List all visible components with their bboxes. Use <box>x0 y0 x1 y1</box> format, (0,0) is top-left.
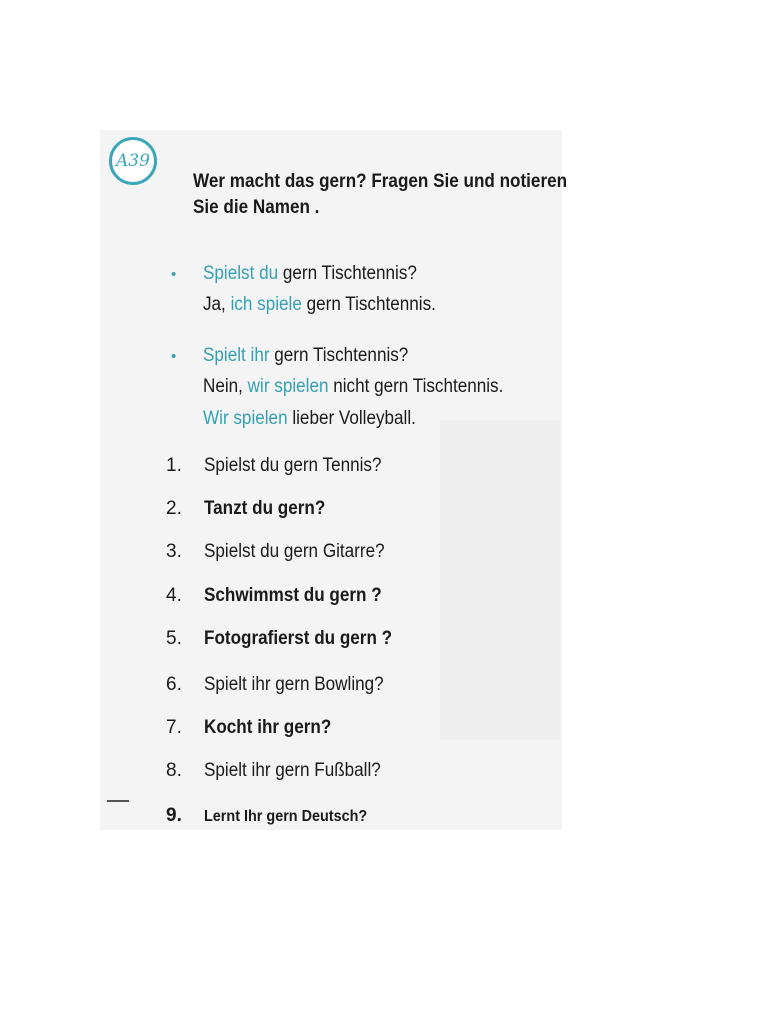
example-1-line-2 <box>203 290 436 319</box>
question-item <box>166 541 405 563</box>
example-text: gern Tischtennis? <box>278 263 417 284</box>
question-number: 5. <box>166 628 182 649</box>
example-2-line-1 <box>203 341 408 370</box>
question-item <box>166 674 404 696</box>
example-text-highlight: Wir spielen <box>203 408 288 429</box>
question-number: 2. <box>166 498 182 519</box>
question-item <box>166 717 345 739</box>
question-number: 9. <box>166 805 182 826</box>
question-item <box>166 805 385 827</box>
example-text: nicht gern Tischtennis. <box>328 376 504 397</box>
example-text: Ja, <box>203 294 231 315</box>
exercise-badge <box>109 137 157 185</box>
example-bullet: • <box>171 266 177 283</box>
question-number: 7. <box>166 717 182 738</box>
question-item <box>166 455 401 477</box>
question-item <box>166 585 401 607</box>
example-text-highlight: Spielt ihr <box>203 345 270 366</box>
question-number: 1. <box>166 455 182 476</box>
margin-dash <box>107 800 129 802</box>
question-text: Spielt ihr gern Bowling? <box>204 674 384 695</box>
question-number: 8. <box>166 760 182 781</box>
question-text: Lernt Ihr gern Deutsch? <box>204 808 368 825</box>
example-2-line-2 <box>203 372 503 401</box>
exercise-badge-label: A39 <box>116 151 150 171</box>
example-text: gern Tischtennis. <box>301 294 436 315</box>
question-text: Fotografierst du gern ? <box>204 628 393 649</box>
example-2-line-3 <box>203 404 416 433</box>
example-text-highlight: ich spiele <box>230 294 302 315</box>
scan-shadow <box>440 420 560 740</box>
question-text: Spielst du gern Tennis? <box>204 455 382 476</box>
question-item <box>166 760 400 782</box>
example-text: lieber Volleyball. <box>287 408 416 429</box>
example-text-highlight: wir spielen <box>247 376 329 397</box>
question-text: Schwimmst du gern ? <box>204 585 382 606</box>
question-number: 6. <box>166 674 182 695</box>
exercise-title: Wer macht das gern? Fragen Sie und notieren Sie die Namen . <box>193 171 568 218</box>
question-text: Tanzt du gern? <box>204 498 326 519</box>
example-text: gern Tischtennis? <box>269 345 409 366</box>
example-1-line-1 <box>203 259 417 288</box>
question-item <box>166 628 413 650</box>
question-item <box>166 498 339 520</box>
question-number: 4. <box>166 585 182 606</box>
example-bullet: • <box>171 348 177 365</box>
question-text: Spielst du gern Gitarre? <box>204 541 385 562</box>
question-number: 3. <box>166 541 182 562</box>
example-text-highlight: Spielst du <box>203 263 279 284</box>
example-text: Nein, <box>203 376 248 397</box>
question-text: Spielt ihr gern Fußball? <box>204 760 381 781</box>
question-text: Kocht ihr gern? <box>204 717 332 738</box>
